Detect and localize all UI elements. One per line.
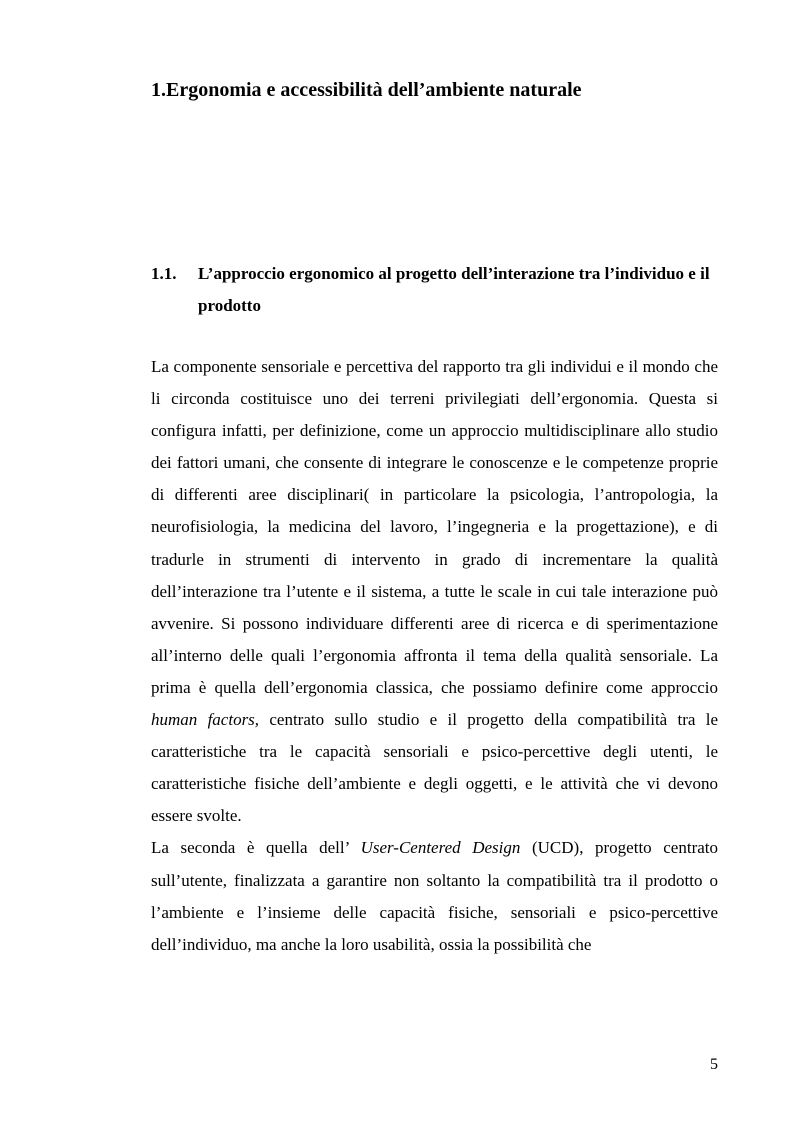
section-title: L’approccio ergonomico al progetto dell’interazione tra l’individuo e il prodotto bbox=[198, 264, 710, 315]
paragraph-2-text-b: (UCD), progetto centrato sull’utente, finalizzata a garantire non soltanto la compatibilità tra il prodotto o l’ambiente e l’insieme delle capacità fisiche, sensoriali e psico-percettive dell’individuo, ma anche la loro usabilità, ossia la possibilità che bbox=[151, 838, 719, 954]
paragraph-1-text-a: La componente sensoriale e percettiva del rapporto tra gli individui e il mondo che li circonda costituisce uno dei terreni privilegiati dell’ergonomia. Questa si configura infatti, per definizione, come un approccio multidisciplinare allo studio dei fattori umani, che consente di integrare le conoscenze e le competenze proprie di differenti aree disciplinari( in particolare la psicologia, l’antropologia, la neurofisiologia, la medicina del lavoro, l’ingegneria e la progettazione), e di tradurle in strumenti di intervento in grado di incrementare la qualità dell’interazione tra l’utente e il sistema, a tutte le scale in cui tale interazione può avvenire. Si possono individuare differenti aree di ricerca e di sperimentazione all’interno delle quali l’ergonomia affronta il tema della qualità sensoriale. La prima è quella dell’ergonomia classica, che possiamo definire come approccio bbox=[151, 357, 718, 697]
section-heading bbox=[151, 258, 721, 322]
body-text bbox=[151, 351, 718, 961]
paragraph-1 bbox=[151, 351, 718, 832]
paragraph-2 bbox=[151, 832, 718, 960]
paragraph-2-emphasis: User-Centered Design bbox=[360, 838, 521, 858]
page-number: 5 bbox=[710, 1056, 718, 1073]
paragraph-2-text-a: La seconda è quella dell’ bbox=[151, 838, 361, 858]
chapter-title: 1.Ergonomia e accessibilità dell’ambiente naturale bbox=[151, 79, 582, 101]
section-number: 1.1. bbox=[151, 264, 177, 283]
paragraph-1-emphasis: human factors, bbox=[151, 710, 260, 730]
paragraph-1-text-b: centrato sullo studio e il progetto della compatibilità tra le caratteristiche tra le capacità sensoriali e psico-percettive degli utenti, le caratteristiche fisiche dell’ambiente e degli oggetti, e le attività che vi devono essere svolte. bbox=[151, 710, 719, 826]
